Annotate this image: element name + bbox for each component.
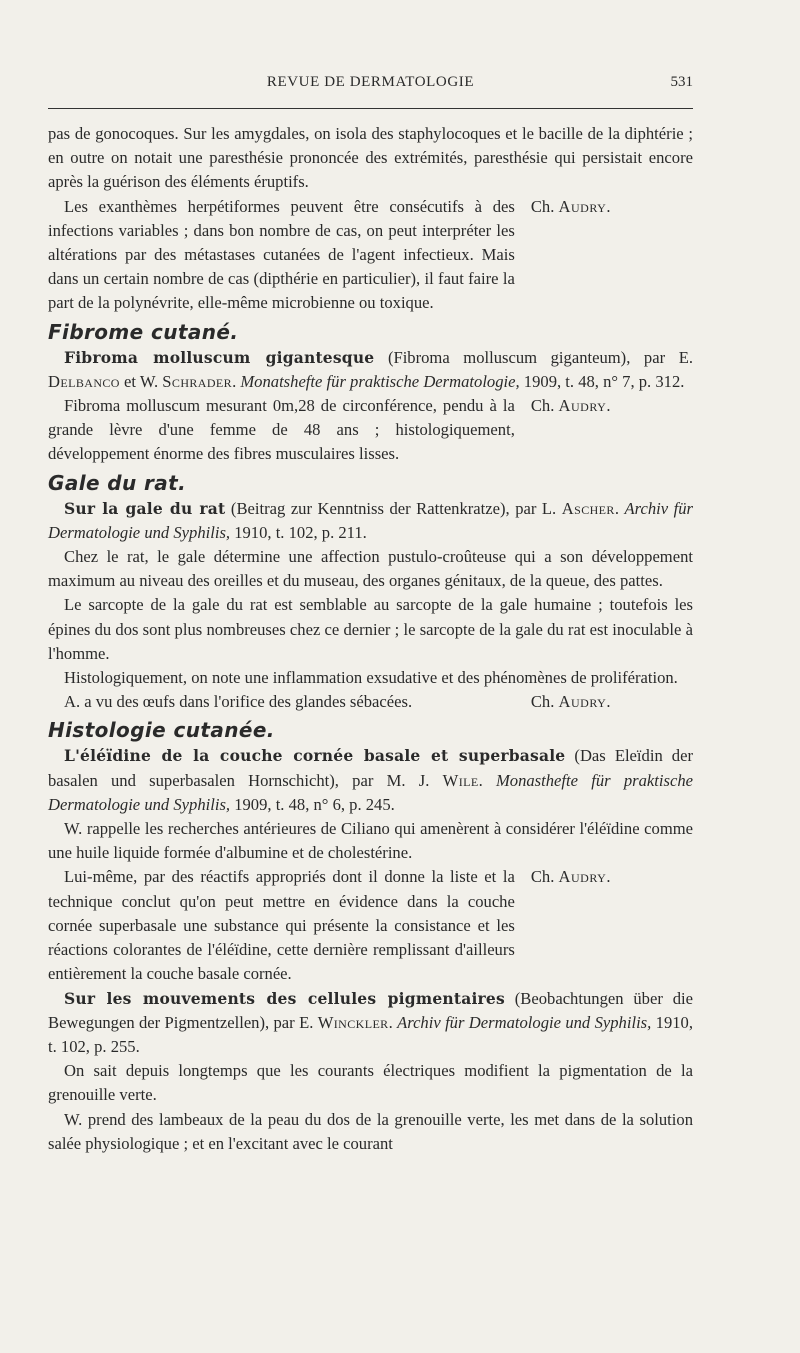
paragraph: pas de gonocoques. Sur les amygdales, on isola des staphylocoques et le bacille de la diphtérie ; en outre on notait une paresthésie prononcée des extrémités, paresthésie qui persistait encore après la guérison des éléments éruptifs. (48, 124, 693, 192)
signature-initials: Ch. (530, 867, 559, 887)
paragraph: Le sarcopte de la gale du rat est semblable au sarcopte de la gale humaine ; toutefois les épines du dos sont plus nombreuses chez ce dernier ; le sarcopte de la gale du rat est inoculable à l'homme. (48, 595, 693, 663)
section-heading: Fibrome cutané. (48, 319, 239, 344)
page-number: 531 (670, 74, 693, 90)
paragraph-signed (48, 394, 693, 467)
paragraph-signed (48, 690, 693, 714)
journal-name: Archiv für Dermatologie und Syphilis, (397, 1012, 652, 1032)
article-title: Sur les mouvements des cellules pigmentaires (64, 988, 505, 1008)
author-name: Ascher (561, 498, 615, 518)
paragraph-text: Les exanthèmes herpétiformes peuvent être consécutifs à des infections variables ; dans bon nombre de cas, on peut interpréter les altérations par des métastases cutanées de l'agent infectieux. Mais dans un certain nombre de cas (dipthérie en particulier), il faut faire la part de la polynévrite, elle-même microbienne ou toxique. (48, 196, 515, 313)
signature (515, 865, 693, 889)
reference-text: 1909, t. 48, n° 7, p. 312. (519, 371, 685, 391)
journal-name: Monatshefte für praktische Dermatologie, (240, 371, 520, 391)
paragraph: W. prend des lambeaux de la peau du dos de la grenouille verte, les met dans de la solution salée physiologique ; et en l'excitant avec le courant (48, 1109, 693, 1153)
author-name: Winckler (317, 1012, 389, 1032)
reference-text: . (388, 1012, 398, 1032)
signature-initials: Ch. (530, 196, 559, 216)
reference-text: et W. (119, 371, 163, 391)
signature-name: Audry. (558, 867, 611, 887)
paragraph-text: Fibroma molluscum mesurant 0m,28 de circonférence, pendu à la grande lèvre d'une femme de 48 ans ; histologiquement, développement énorme des fibres musculaires lisses. (48, 396, 515, 464)
paragraph-text: Lui-même, par des réactifs appropriés dont il donne la liste et la technique conclut qu'on peut mettre en évidence dans la couche cornée superbasale une substance qui présente la consistance et les réactions colorantes de l'éléïdine, cette dernière remplissant d'ailleurs entièrement la couche basale cornée. (48, 867, 515, 984)
reference-text: . (614, 498, 625, 518)
article-reference (48, 346, 693, 394)
paragraph-text: A. a vu des œufs dans l'orifice des glandes sébacées. (64, 692, 413, 712)
reference-text: 1910, t. 102, p. 211. (230, 522, 367, 542)
section-heading: Gale du rat. (48, 470, 187, 495)
reference-text: (Beobachtungen über die Bewegungen der Pigmentzellen), par E. (48, 988, 693, 1032)
paragraph: Chez le rat, le gale détermine une affection pustulo-croûteuse qui a son développement maximum au niveau des oreilles et du museau, des organes génitaux, de la queue, des pattes. (48, 547, 693, 591)
article-reference (48, 744, 693, 817)
reference-text: (Das Eleïdin der basalen und superbasalen Hornschicht), par M. J. (48, 746, 693, 790)
reference-text: . (232, 371, 241, 391)
signature-initials: Ch. (530, 396, 559, 416)
reference-text: 1909, t. 48, n° 6, p. 245. (230, 794, 395, 814)
signature (515, 690, 693, 714)
author-name: Schrader (162, 371, 233, 391)
paragraph: W. rappelle les recherches antérieures de Ciliano qui amenèrent à considérer l'éléïdine comme une huile liquide formée d'albumine et de cholestérine. (48, 819, 693, 863)
paragraph: On sait depuis longtemps que les courants électriques modifient la pigmentation de la grenouille verte. (48, 1061, 693, 1105)
article-title: Sur la gale du rat (64, 498, 226, 518)
signature (515, 195, 693, 219)
running-title: REVUE DE DERMATOLOGIE (266, 74, 475, 90)
page-body (48, 122, 693, 1156)
signature-name: Audry. (558, 196, 611, 216)
author-name: Delbanco (48, 371, 120, 391)
journal-name: Archiv für Dermatologie und Syphilis, (48, 498, 694, 542)
signature-name: Audry. (558, 396, 611, 416)
journal-name: Monasthefte für praktische Dermatologie und Syphilis, (48, 770, 693, 814)
signature-initials: Ch. (530, 692, 559, 712)
paragraph-signed (48, 865, 693, 986)
header-rule (48, 108, 693, 109)
reference-text: (Fibroma molluscum giganteum), par E. (374, 347, 693, 367)
page-header (48, 74, 693, 98)
reference-text: . (478, 770, 496, 790)
signature (515, 394, 693, 418)
paragraph: Histologiquement, on note une inflammation exsudative et des phénomènes de prolifération. (64, 668, 678, 688)
reference-text: (Beitrag zur Kenntniss der Rattenkratze), par L. (225, 498, 562, 518)
paragraph-signed (48, 195, 693, 316)
article-reference (48, 497, 693, 545)
signature-name: Audry. (558, 692, 611, 712)
article-title: Fibroma molluscum gigantesque (64, 347, 375, 367)
reference-text: 1910, t. 102, p. 255. (48, 1012, 693, 1056)
section-heading: Histologie cutanée. (48, 718, 275, 743)
article-title: L'éléïdine de la couche cornée basale et superbasale (64, 746, 566, 766)
author-name: Wile (442, 770, 479, 790)
article-reference (48, 987, 693, 1060)
